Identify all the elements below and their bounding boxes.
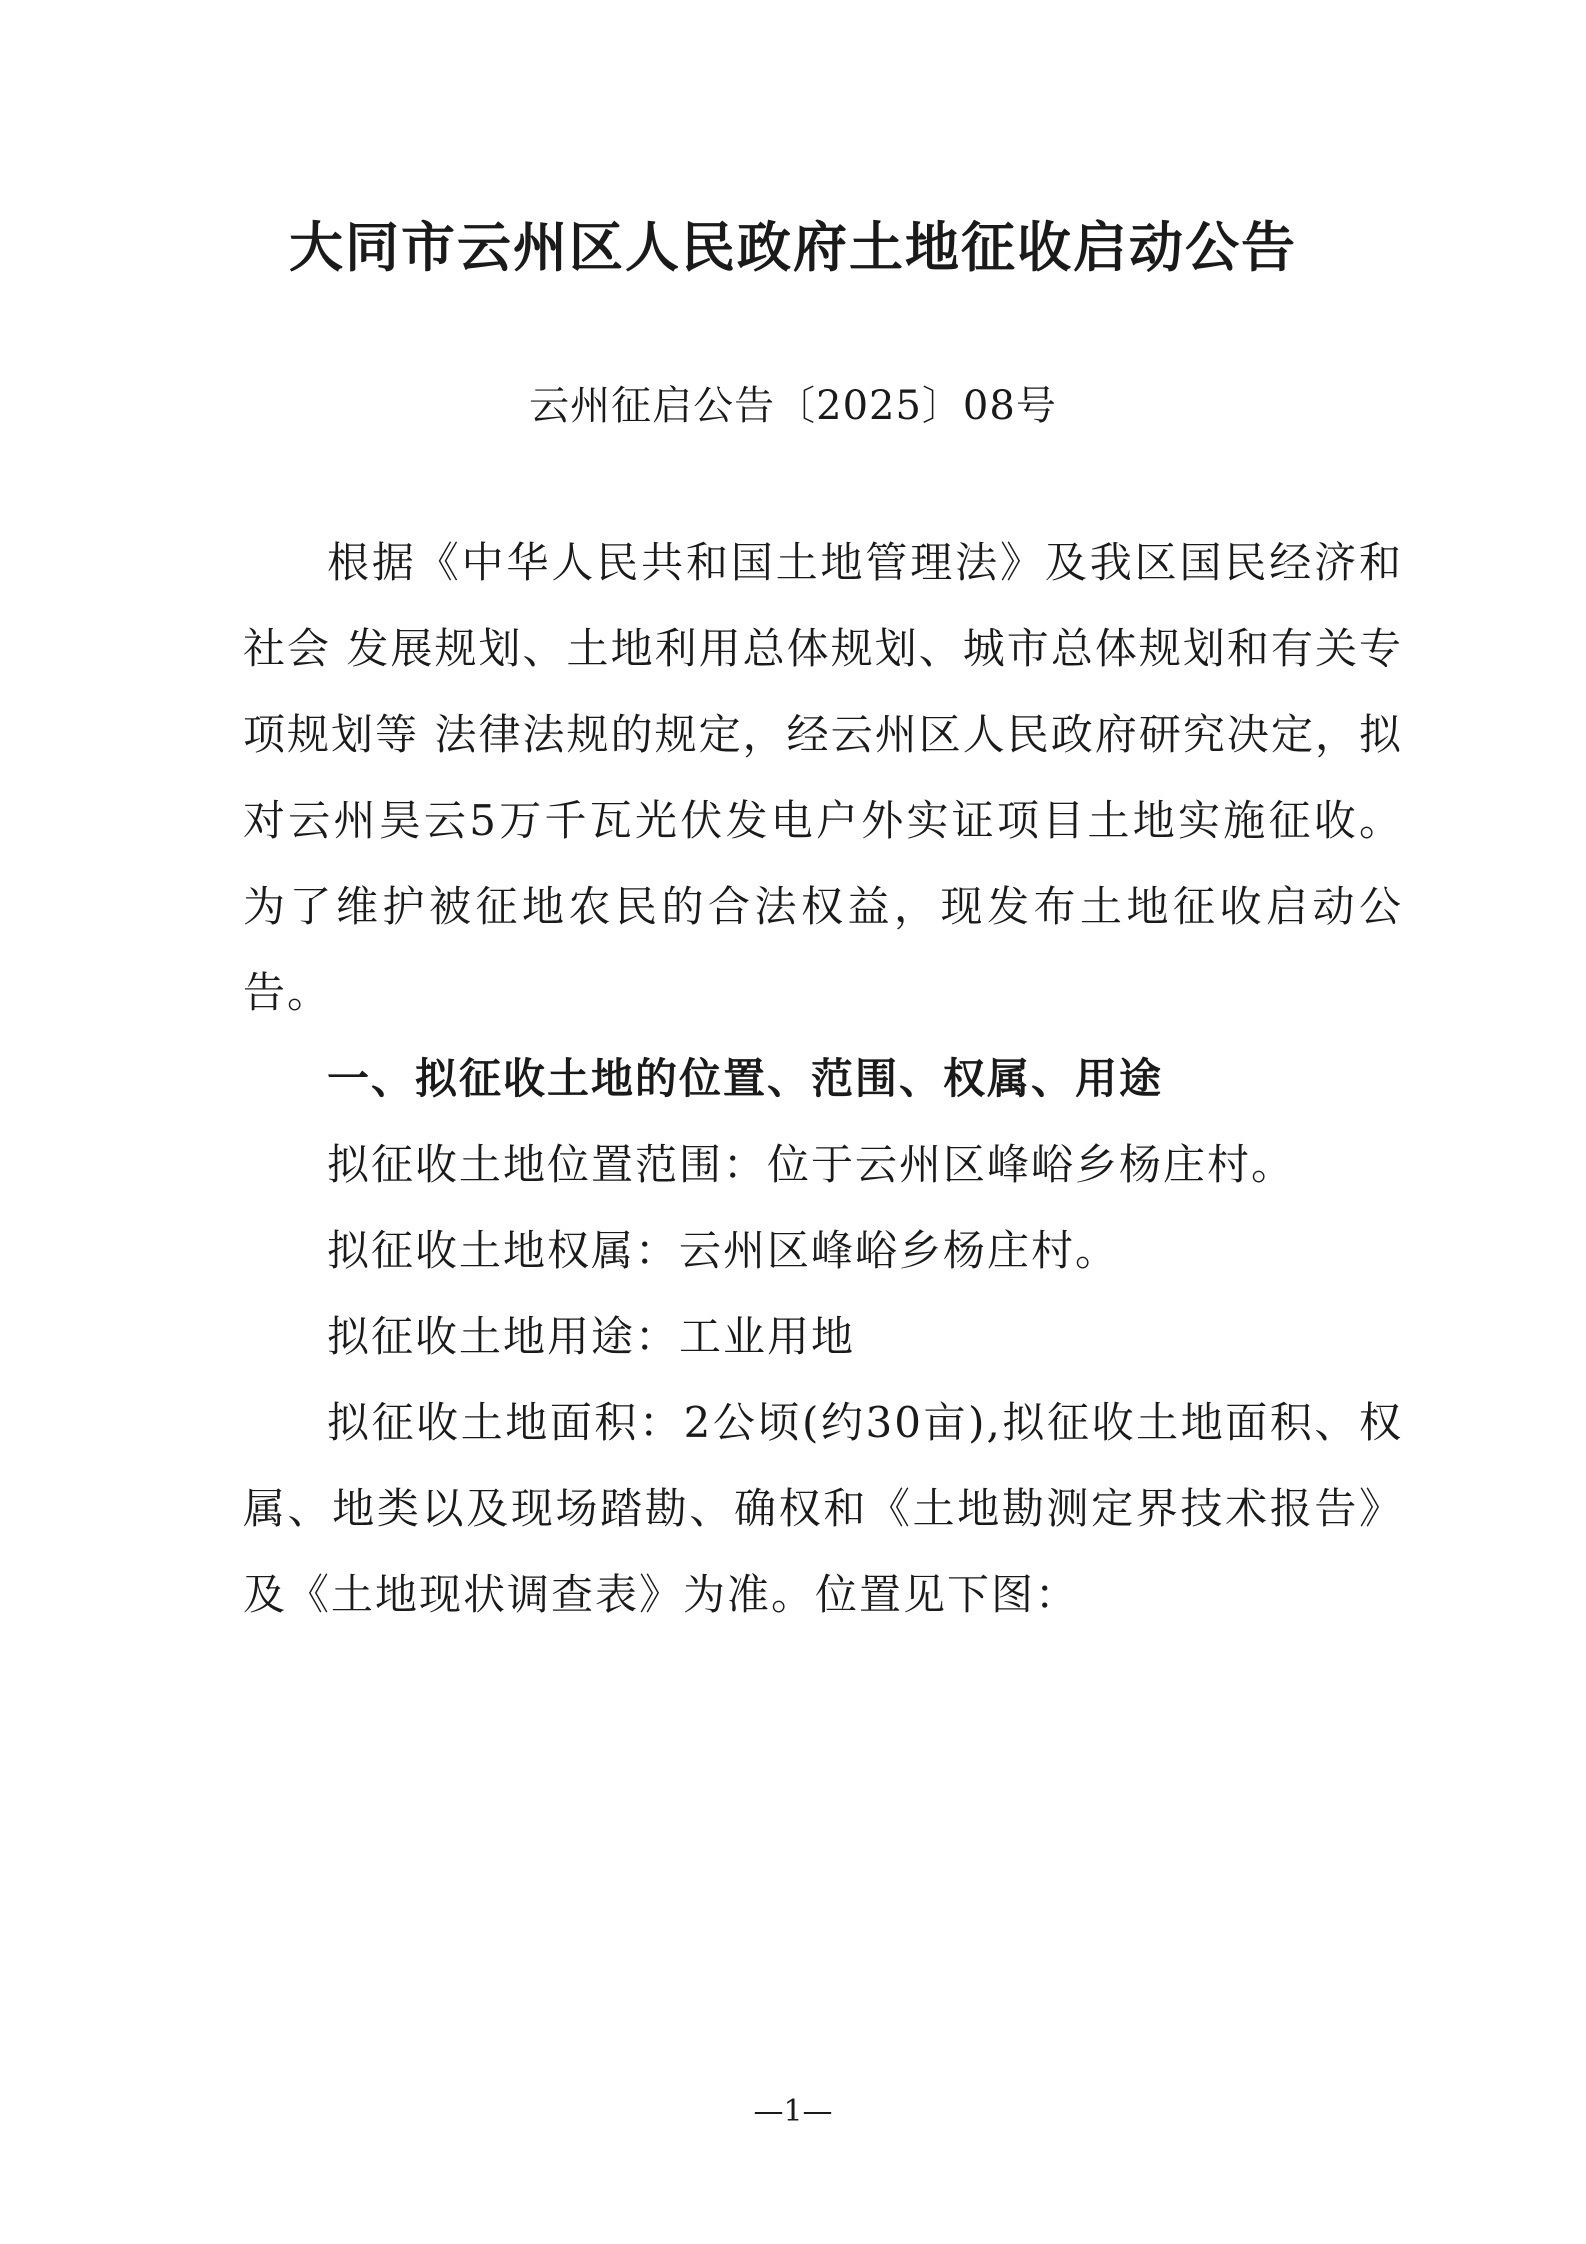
ownership-paragraph: 拟征收土地权属：云州区峰峪乡杨庄村。 [327, 1226, 1120, 1275]
location-paragraph: 拟征收土地位置范围：位于云州区峰峪乡杨庄村。 [327, 1140, 1296, 1189]
page-number: —1— [753, 2094, 833, 2129]
document-title: 大同市云州区人民政府土地征收启动公告 [289, 215, 1297, 279]
document-body [243, 520, 1403, 1638]
area-paragraph: 拟征收土地面积：2公顷(约30亩),拟征收土地面积、权属、地类以及现场踏勘、确权和《土地勘测定界技术报告》及《土地现状调查表》为准。位置见下图： [243, 1398, 1403, 1619]
section-heading-1: 一、拟征收土地的位置、范围、权属、用途 [327, 1054, 1164, 1103]
document-number: 云州征启公告〔2025〕08号 [529, 383, 1057, 429]
usage-paragraph: 拟征收土地用途：工业用地 [327, 1312, 856, 1361]
intro-paragraph: 根据《中华人民共和国土地管理法》及我区国民经济和社会 发展规划、土地利用总体规划、城市总体规划和有关专项规划等 法律法规的规定，经云州区人民政府研究决定，拟对云州昊云5万千瓦光伏发电户外实证项目土地实施征收。为了维护被征地农民的合法权益，现发布土地征收启动公告。 [243, 538, 1403, 1017]
